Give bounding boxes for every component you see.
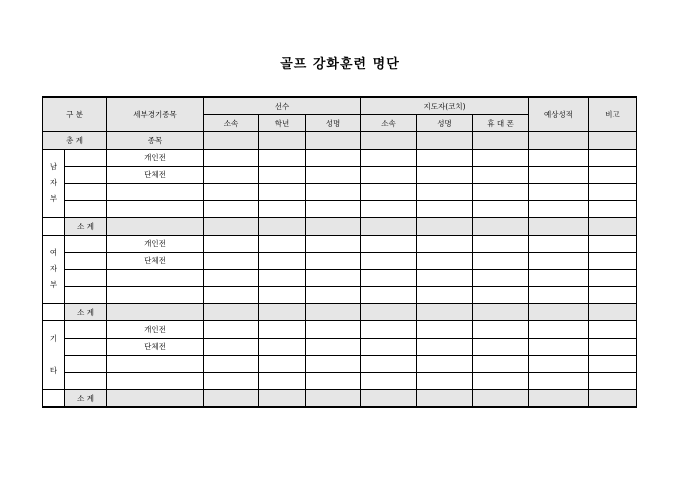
empty-cell xyxy=(589,304,637,321)
empty-cell xyxy=(417,338,473,355)
header-category: 구 분 xyxy=(43,97,107,132)
table-row xyxy=(43,321,637,338)
empty-cell xyxy=(65,355,107,372)
empty-cell xyxy=(589,201,637,218)
empty-cell xyxy=(259,235,306,252)
empty-cell xyxy=(417,287,473,304)
table-row xyxy=(43,235,637,252)
empty-cell xyxy=(259,201,306,218)
empty-cell xyxy=(529,201,589,218)
event-cell: 개인전 xyxy=(107,235,204,252)
empty-cell xyxy=(306,201,361,218)
empty-cell xyxy=(417,390,473,408)
empty-cell xyxy=(529,321,589,338)
empty-cell xyxy=(417,183,473,200)
header-coach-affiliation: 소속 xyxy=(361,115,417,132)
subtotal-label: 소 계 xyxy=(65,304,107,321)
table-row xyxy=(43,373,637,390)
empty-cell xyxy=(529,287,589,304)
empty-cell xyxy=(306,235,361,252)
table-row xyxy=(43,166,637,183)
empty-cell xyxy=(204,304,259,321)
empty-cell xyxy=(306,166,361,183)
empty-cell xyxy=(529,355,589,372)
empty-cell xyxy=(306,269,361,286)
header-remarks: 비고 xyxy=(589,97,637,132)
empty-cell xyxy=(259,338,306,355)
section-label-other: 기 타 xyxy=(43,321,65,390)
empty-cell xyxy=(417,304,473,321)
header-coach: 지도자(코치) xyxy=(361,97,529,115)
empty-cell xyxy=(361,166,417,183)
empty-cell xyxy=(417,235,473,252)
empty-cell xyxy=(529,166,589,183)
roster-table xyxy=(42,96,637,408)
event-cell: 개인전 xyxy=(107,149,204,166)
page-title: 골프 강화훈련 명단 xyxy=(280,57,400,72)
empty-cell xyxy=(259,355,306,372)
empty-cell xyxy=(65,183,107,200)
empty-cell xyxy=(529,304,589,321)
empty-cell xyxy=(473,149,529,166)
empty-cell xyxy=(259,183,306,200)
table-row xyxy=(43,149,637,166)
header-athlete-name: 성명 xyxy=(306,115,361,132)
subtotal-row xyxy=(43,218,637,235)
empty-cell xyxy=(473,201,529,218)
empty-cell xyxy=(361,373,417,390)
empty-cell xyxy=(306,390,361,408)
empty-cell xyxy=(361,269,417,286)
table-row xyxy=(43,183,637,200)
empty-cell xyxy=(204,252,259,269)
empty-cell xyxy=(589,390,637,408)
header-athlete-affiliation: 소속 xyxy=(204,115,259,132)
event-cell: 단체전 xyxy=(107,338,204,355)
event-cell: 개인전 xyxy=(107,321,204,338)
empty-cell xyxy=(529,373,589,390)
empty-cell xyxy=(107,304,204,321)
empty-cell xyxy=(306,218,361,235)
empty-cell xyxy=(259,287,306,304)
empty-cell xyxy=(259,390,306,408)
empty-cell xyxy=(361,235,417,252)
empty-cell xyxy=(204,149,259,166)
table-row xyxy=(43,201,637,218)
empty-cell xyxy=(204,373,259,390)
empty-cell xyxy=(361,390,417,408)
empty-cell xyxy=(529,235,589,252)
empty-cell xyxy=(473,321,529,338)
table-row xyxy=(43,287,637,304)
empty-cell xyxy=(589,149,637,166)
empty-cell xyxy=(65,252,107,269)
empty-cell xyxy=(306,304,361,321)
empty-cell xyxy=(417,149,473,166)
empty-cell xyxy=(204,235,259,252)
empty-cell xyxy=(204,201,259,218)
empty-cell xyxy=(529,183,589,200)
empty-cell xyxy=(204,269,259,286)
empty-cell xyxy=(306,149,361,166)
empty-cell xyxy=(259,373,306,390)
empty-cell xyxy=(529,390,589,408)
empty-cell xyxy=(306,355,361,372)
empty-cell xyxy=(589,183,637,200)
empty-cell xyxy=(361,252,417,269)
empty-cell xyxy=(306,338,361,355)
empty-cell xyxy=(589,373,637,390)
empty-cell xyxy=(589,355,637,372)
empty-cell xyxy=(473,183,529,200)
empty-cell xyxy=(204,321,259,338)
empty-cell xyxy=(259,218,306,235)
header-athlete-grade: 학년 xyxy=(259,115,306,132)
empty-cell xyxy=(473,390,529,408)
empty-cell xyxy=(204,287,259,304)
header-row-1 xyxy=(43,97,637,115)
empty-cell xyxy=(473,166,529,183)
empty-cell xyxy=(417,218,473,235)
event-cell xyxy=(107,355,204,372)
empty-cell xyxy=(306,321,361,338)
empty-cell xyxy=(589,252,637,269)
table-row xyxy=(43,355,637,372)
empty-cell xyxy=(306,373,361,390)
empty-cell xyxy=(204,218,259,235)
empty-cell xyxy=(417,321,473,338)
empty-cell xyxy=(361,287,417,304)
empty-cell xyxy=(306,252,361,269)
total-event: 종목 xyxy=(107,132,204,149)
empty-cell xyxy=(65,373,107,390)
event-cell xyxy=(107,183,204,200)
empty-cell xyxy=(361,338,417,355)
subtotal-label: 소 계 xyxy=(65,218,107,235)
section-label-women: 여 자 부 xyxy=(43,235,65,304)
empty-cell xyxy=(361,355,417,372)
table-row xyxy=(43,338,637,355)
empty-cell xyxy=(589,218,637,235)
empty-cell xyxy=(204,355,259,372)
empty-cell xyxy=(417,201,473,218)
empty-cell xyxy=(107,218,204,235)
empty-cell xyxy=(259,149,306,166)
empty-cell xyxy=(204,183,259,200)
table-row xyxy=(43,252,637,269)
empty-cell xyxy=(65,201,107,218)
section-label-men: 남 자 부 xyxy=(43,149,65,218)
empty-cell xyxy=(529,252,589,269)
empty-cell xyxy=(259,304,306,321)
event-cell: 단체전 xyxy=(107,166,204,183)
header-athlete: 선수 xyxy=(204,97,361,115)
empty-cell xyxy=(473,252,529,269)
empty-cell xyxy=(259,166,306,183)
empty-cell xyxy=(361,183,417,200)
empty-cell xyxy=(473,269,529,286)
empty-cell xyxy=(589,338,637,355)
empty-cell xyxy=(529,338,589,355)
empty-cell xyxy=(473,235,529,252)
subtotal-row xyxy=(43,304,637,321)
subtotal-label: 소 계 xyxy=(65,390,107,408)
empty-cell xyxy=(529,149,589,166)
empty-cell xyxy=(259,252,306,269)
empty-cell xyxy=(473,287,529,304)
empty-cell xyxy=(306,287,361,304)
empty-cell xyxy=(417,166,473,183)
header-coach-name: 성명 xyxy=(417,115,473,132)
empty-cell xyxy=(361,201,417,218)
empty-cell xyxy=(589,166,637,183)
empty-cell xyxy=(361,304,417,321)
event-cell xyxy=(107,269,204,286)
empty-cell xyxy=(65,269,107,286)
empty-cell xyxy=(473,373,529,390)
empty-cell xyxy=(529,269,589,286)
empty-cell xyxy=(417,252,473,269)
empty-cell xyxy=(361,149,417,166)
empty-cell xyxy=(589,287,637,304)
empty-cell xyxy=(306,183,361,200)
table-row xyxy=(43,269,637,286)
event-cell xyxy=(107,373,204,390)
empty-cell xyxy=(589,235,637,252)
event-cell: 단체전 xyxy=(107,252,204,269)
empty-cell xyxy=(589,321,637,338)
empty-cell xyxy=(65,338,107,355)
empty-cell xyxy=(361,218,417,235)
empty-cell xyxy=(204,390,259,408)
empty-cell xyxy=(204,166,259,183)
header-coach-phone: 휴 대 폰 xyxy=(473,115,529,132)
empty-cell xyxy=(65,287,107,304)
event-cell xyxy=(107,287,204,304)
total-row xyxy=(43,132,637,149)
subtotal-row xyxy=(43,390,637,408)
empty-cell xyxy=(417,355,473,372)
empty-cell xyxy=(473,304,529,321)
empty-cell xyxy=(417,373,473,390)
empty-cell xyxy=(259,321,306,338)
empty-cell xyxy=(589,269,637,286)
empty-cell xyxy=(473,218,529,235)
empty-cell xyxy=(417,269,473,286)
empty-cell xyxy=(107,390,204,408)
empty-cell xyxy=(204,338,259,355)
total-label: 총 계 xyxy=(43,132,107,149)
empty-cell xyxy=(473,338,529,355)
event-cell xyxy=(107,201,204,218)
header-expected-result: 예상성적 xyxy=(529,97,589,132)
empty-cell xyxy=(259,269,306,286)
header-event-detail: 세부경기종목 xyxy=(107,97,204,132)
empty-cell xyxy=(473,355,529,372)
empty-cell xyxy=(65,166,107,183)
empty-cell xyxy=(529,218,589,235)
empty-cell xyxy=(361,321,417,338)
